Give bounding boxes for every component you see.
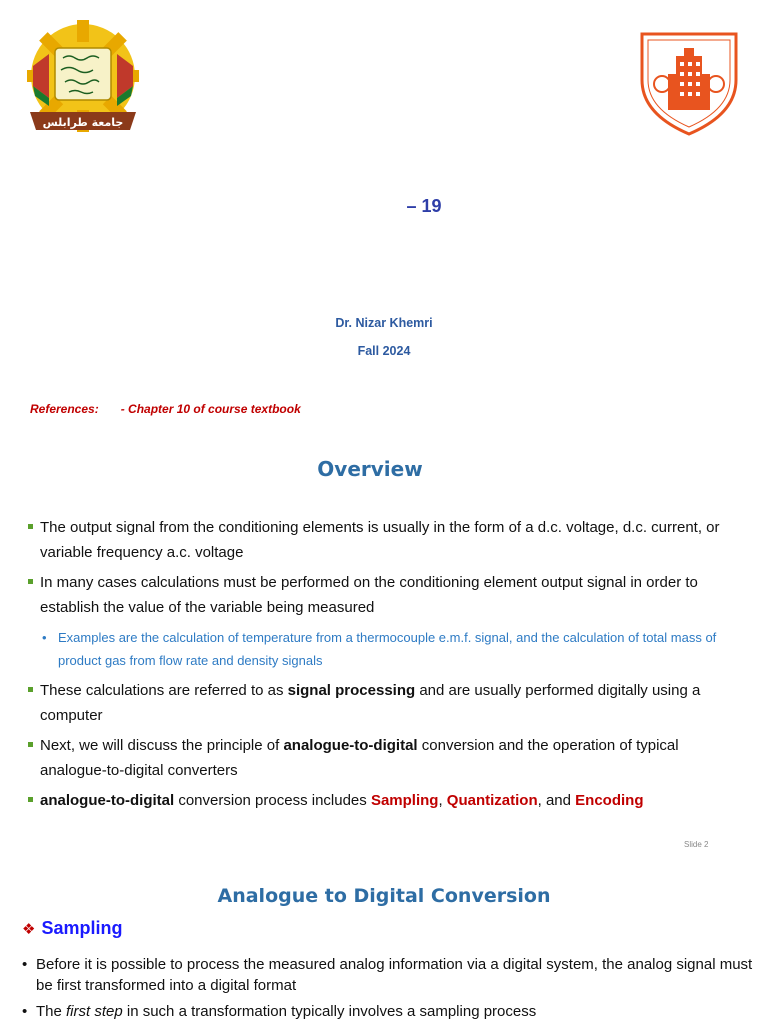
university-logo-left — [24, 20, 142, 138]
encoding-term: Encoding — [575, 792, 644, 809]
list-item — [24, 515, 730, 565]
separator: , and — [537, 792, 576, 809]
sub-list-item — [40, 626, 738, 672]
references — [30, 402, 301, 416]
list-item — [24, 788, 730, 813]
bullet-dot-icon: • — [42, 630, 47, 645]
bullet-text: The output signal from the conditioning elements is usually in the form of a d.c. voltage, d.c. current, or variable frequency a.c. voltage — [40, 519, 720, 561]
term-label: Fall 2024 — [357, 344, 411, 358]
references-label: References: — [30, 402, 99, 416]
sampling-label: Sampling — [41, 918, 123, 938]
sampling-term: Sampling — [370, 792, 439, 809]
list-item — [20, 1001, 756, 1022]
lecture-number: – 19 — [406, 196, 442, 216]
references-item: - Chapter 10 of course textbook — [120, 402, 301, 416]
bullet-dot-icon: • — [22, 1003, 28, 1020]
bullet-emphasis-text: first step — [66, 1003, 123, 1020]
bullet-text: in such a transformation typically involves a sampling process — [122, 1003, 537, 1020]
bullet-text: Before it is possible to process the measured analog information via a digital system, the analog signal must be first transformed into a digital format — [36, 956, 753, 994]
logo-left-caption: جامعة طرابلس — [42, 116, 124, 129]
bullet-text: The — [36, 1003, 67, 1020]
bullet-square-icon — [28, 742, 33, 747]
bullet-strong-text: signal processing — [287, 682, 416, 699]
overview-title: Overview — [317, 457, 423, 481]
bullet-text: In many cases calculations must be performed on the conditioning element output signal in order to establish the value of the variable being measured — [40, 574, 698, 616]
bullet-strong-text: analogue-to-digital — [40, 792, 175, 809]
bullet-text: These calculations are referred to as — [40, 682, 288, 699]
sampling-heading — [22, 918, 122, 939]
bullet-text: conversion process includes — [174, 792, 371, 809]
conversion-title: Analogue to Digital Conversion — [217, 885, 551, 907]
bullet-text: and are usually performed digitally using a computer — [40, 682, 701, 724]
list-item — [24, 733, 730, 783]
bullet-dot-icon: • — [22, 956, 28, 973]
bullet-square-icon — [28, 797, 33, 802]
faculty-logo-right — [636, 26, 742, 138]
quantization-term: Quantization — [446, 792, 538, 809]
list-item — [24, 570, 730, 620]
separator: , — [438, 792, 447, 809]
list-item — [24, 678, 730, 728]
presenter-name: Dr. Nizar Khemri — [335, 316, 433, 330]
slide-number: Slide 2 — [684, 840, 709, 849]
bullet-square-icon — [28, 524, 33, 529]
bullet-text: Next, we will discuss the principle of — [40, 737, 284, 754]
bullet-text: conversion and the operation of typical analogue-to-digital converters — [40, 737, 679, 779]
bullet-strong-text: analogue-to-digital — [283, 737, 418, 754]
list-item — [20, 954, 756, 996]
sub-bullet-text: Examples are the calculation of temperature from a thermocouple e.m.f. signal, and the calculation of total mass of product gas from flow rate and density signals — [58, 630, 717, 668]
diamond-bullet-icon: ❖ — [22, 921, 36, 938]
bullet-square-icon — [28, 579, 33, 584]
bullet-square-icon — [28, 687, 33, 692]
